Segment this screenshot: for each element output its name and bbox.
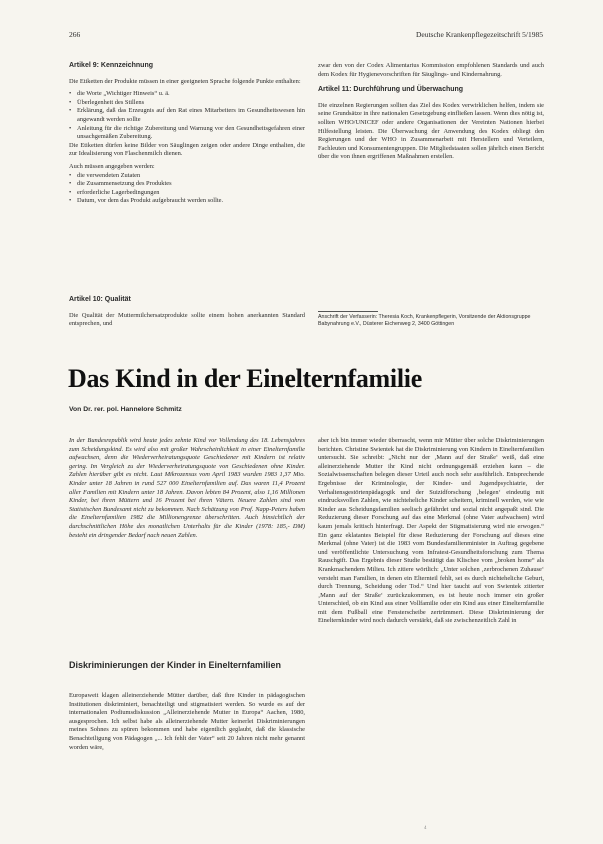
article9-para3: Auch müssen angegeben werden: bbox=[69, 162, 155, 170]
article9-bullets2 bbox=[69, 172, 305, 206]
article9-para2: Die Etiketten dürfen keine Bilder von Säuglingen zeigen oder andere Dinge enthalten, die zur Idealisierung von Flaschenmilch dienen. bbox=[69, 141, 305, 158]
page-number: 266 bbox=[69, 30, 81, 39]
article11-text: Die einzelnen Regierungen sollten das Ziel des Kodex verwirklichen helfen, indem sie seine Grundsätze in ihre nationalen Gesetzgebung einfließen lassen. Wenn dies nötig ist, sollten WHO/UNICEF oder andere Organisationen der Vereinten Nationen hierbei Hilfestellung leisten. Die Überwachung der Anwendung des Kodex obliegt den Regierungen und der WHO in Zusammenarbeit mit Herstellern und Verteilern, Fachleuten und Konsumentengruppen. Die Mitgliedstaaten sollen jährlich einen Bericht über die von ihnen ergriffenen Maßnahmen erstellen. bbox=[318, 101, 544, 161]
list-item: • erforderliche Lagerbedingungen bbox=[69, 189, 305, 198]
article9-heading: Artikel 9: Kennzeichnung bbox=[69, 62, 154, 69]
list-item: • die Worte „Wichtiger Hinweis“ u. ä. bbox=[69, 90, 305, 99]
credit-divider bbox=[318, 311, 378, 312]
section-subheading: Diskriminierungen der Kinder in Einelternfamilien bbox=[69, 660, 282, 670]
article-author: Von Dr. rer. pol. Hannelore Schmitz bbox=[69, 406, 182, 413]
body-text-left: Europaweit klagen alleinerziehende Mütter darüber, daß ihre Kinder in pädagogischen Institutionen diskriminiert, benachteiligt und stigmatisiert werden. So wurde es auf der internationalen Podiumsdiskussion „Alleinerziehende Mutter in Europa“ Aachen, 1980, ausgesprochen. Ich selbst habe als alleinerziehende Mutter keinerlei Diskriminierungen meines Sohnes zu spüren bekommen und habe eigentlich geglaubt, daß die klassische Benachteiligung von Pädagogen „... Ich fehlt der Vater“ seit 20 Jahren nicht mehr genannt worden wäre, bbox=[69, 692, 305, 751]
article10-continuation: zwar den von der Codex Alimentarius Kommission empfohlenen Standards und auch dem Kodex für Hygienevorschriften für Säuglings- und Kindernahrung. bbox=[318, 62, 544, 78]
right-column-top bbox=[318, 62, 544, 166]
article11-heading: Artikel 11: Durchführung und Überwachung bbox=[318, 86, 464, 94]
footer-mark: 4 bbox=[424, 826, 427, 831]
list-item: • Erklärung, daß das Erzeugnis auf den Rat eines Mitarbeiters im Gesundheitswesen hin angewandt werden sollte bbox=[69, 107, 305, 124]
journal-title: Deutsche Krankenpflegezeitschrift 5/1985 bbox=[415, 30, 543, 39]
list-item: • Datum, vor dem das Produkt aufgebraucht werden sollte. bbox=[69, 197, 305, 206]
list-item: • Überlegenheit des Stillens bbox=[69, 99, 305, 108]
article9-bullets bbox=[69, 90, 305, 142]
list-item: • die verwendeten Zutaten bbox=[69, 172, 305, 181]
list-item: • Anleitung für die richtige Zubereitung und Warnung vor den Gesundheitsgefahren einer unsachgemäßen Zubereitung. bbox=[69, 125, 305, 142]
article-title: Das Kind in der Einelternfamilie bbox=[68, 364, 422, 393]
article10-block bbox=[69, 296, 305, 333]
author-address: Anschrift der Verfasserin: Theresia Koch, Krankenpflegerin, Vorsitzende der Aktionsgruppe Babynahrung e.V., Düsterer Eichenweg 2, 3400 Göttingen bbox=[318, 314, 531, 328]
article10-text: Die Qualität der Muttermilchersatzprodukte sollte einem hohen anerkannten Standard entsprechen, und bbox=[69, 311, 305, 328]
left-column-top bbox=[69, 62, 305, 206]
article9-intro: Die Etiketten der Produkte müssen in einer geeigneten Sprache folgende Punkte enthalten: bbox=[69, 77, 301, 85]
article-lead: In der Bundesrepublik wird heute jedes zehnte Kind vor Vollendung des 18. Lebensjahres zum Scheidungskind. Es wird also mit großer Wahrscheinlichkeit in einer Einelternfamilie aufwachsen, denn die Wiederverheiratungsquote Geschiedener mit Kindern ist relativ gering. Im Vergleich zu der Wiederverheiratungsquote von Geschiedenen ohne Kinder. Zahlen hierüber gibt es nicht. Laut Mikrozensus vom April 1983 wurden 1983 1,37 Mio. Kinder unter 18 Jahren in rund 527 000 Einelternfamilien auf. Das waren 11,4 Prozent aller Familien mit Kindern unter 18 Jahren. Davon lebten 84 Prozent, also 1,16 Millionen Kinder, bei ihren Müttern und 16 Prozent bei ihren Vätern. Neuere Zahlen sind vom Statistischen Bundesamt nicht zu bekommen. Nach Schätzung von Prof. Napp-Peters haben die Einelternfamilien 1982 die Millionengrenze überschritten. Auch hinsichtlich der durchschnittlichen Höhe des monatlichen Unterhalts für die Kinder (1978: 185,- DM) besteht ein dringender Bedarf nach neuen Zahlen. bbox=[69, 437, 305, 539]
body-text-right: aber ich bin immer wieder überrascht, wenn mir Mütter über solche Diskriminierungen berichten. Christine Swientek hat die Diskriminierung von Kindern in Einelternfamilien untersucht. Sie schreibt: „Nicht nur der ‚Mann auf der Straße‘ weiß, daß eine alleinerziehende Mutter ihr Kind nicht ordnungsgemäß erziehen kann – die Sozialwissenschaften belegen dieser Urteil auch noch sehr ausführlich. Entsprechende Ergebnisse der Kriminologie, der Kinder- und Jugendpsychiatrie, der Verhaltensgestörtenpädagogik und der Suizidforschung ‚belegen‘ eindeutig mit eindrucksvollen Zahlen, wie nichteheliche Kinder scheitern, kriminell werden, wie wie Kinder aus Scheidungsfamilien seelisch gefährdet und sozial nicht angepaßt sind. Die Reduzierung dieser Forschung auf das eine Merkmal (ohne Vater aufwachsen) wird kaum jemals kritisch hinterfragt. Der Aspekt der Stigmatisierung wird nie erwogen.“ Ein ganz eklatantes Beispiel für diese Reduzierung der Forschung auf dieses eine Merkmal (ohne Vater) ist die 1983 vom Bundesfamilienminister in Auftrag gegebene und veröffentlichte Untersuchung vom Infratest-Gesundheitsforschung zum Thema Rauschgift. Das Ergebnis dieser Studie bestätigt das Klischee vom „broken home“ als Krankmachendem Milieu. Ich zitiere wörtlich: „Unter solchen ‚zerbrochenen Zuhause‘ versteht man Familien, in denen ein Elternteil fehlt, sei es durch nichteheliche Geburt, durch Trennung, Scheidung oder Tod.“ Und hier taucht auf von Swientek zitierter ‚Mann auf der Straße‘ zurückzukommen, es ist heute noch immer ein großer Unterschied, ob ein Kind aus einer Vollfamilie oder ein Kind aus einer Einelternfamilie mit dem Fußball eine Fensterscheibe zertrümmert. Diese Diskriminierung der Einelternkinder wird noch dadurch verstärkt, daß sie zwischenzeitlich Zahl in bbox=[318, 437, 544, 625]
page-header bbox=[69, 30, 543, 42]
list-item: • die Zusammensetzung des Produktes bbox=[69, 180, 305, 189]
article10-heading: Artikel 10: Qualität bbox=[69, 296, 131, 303]
